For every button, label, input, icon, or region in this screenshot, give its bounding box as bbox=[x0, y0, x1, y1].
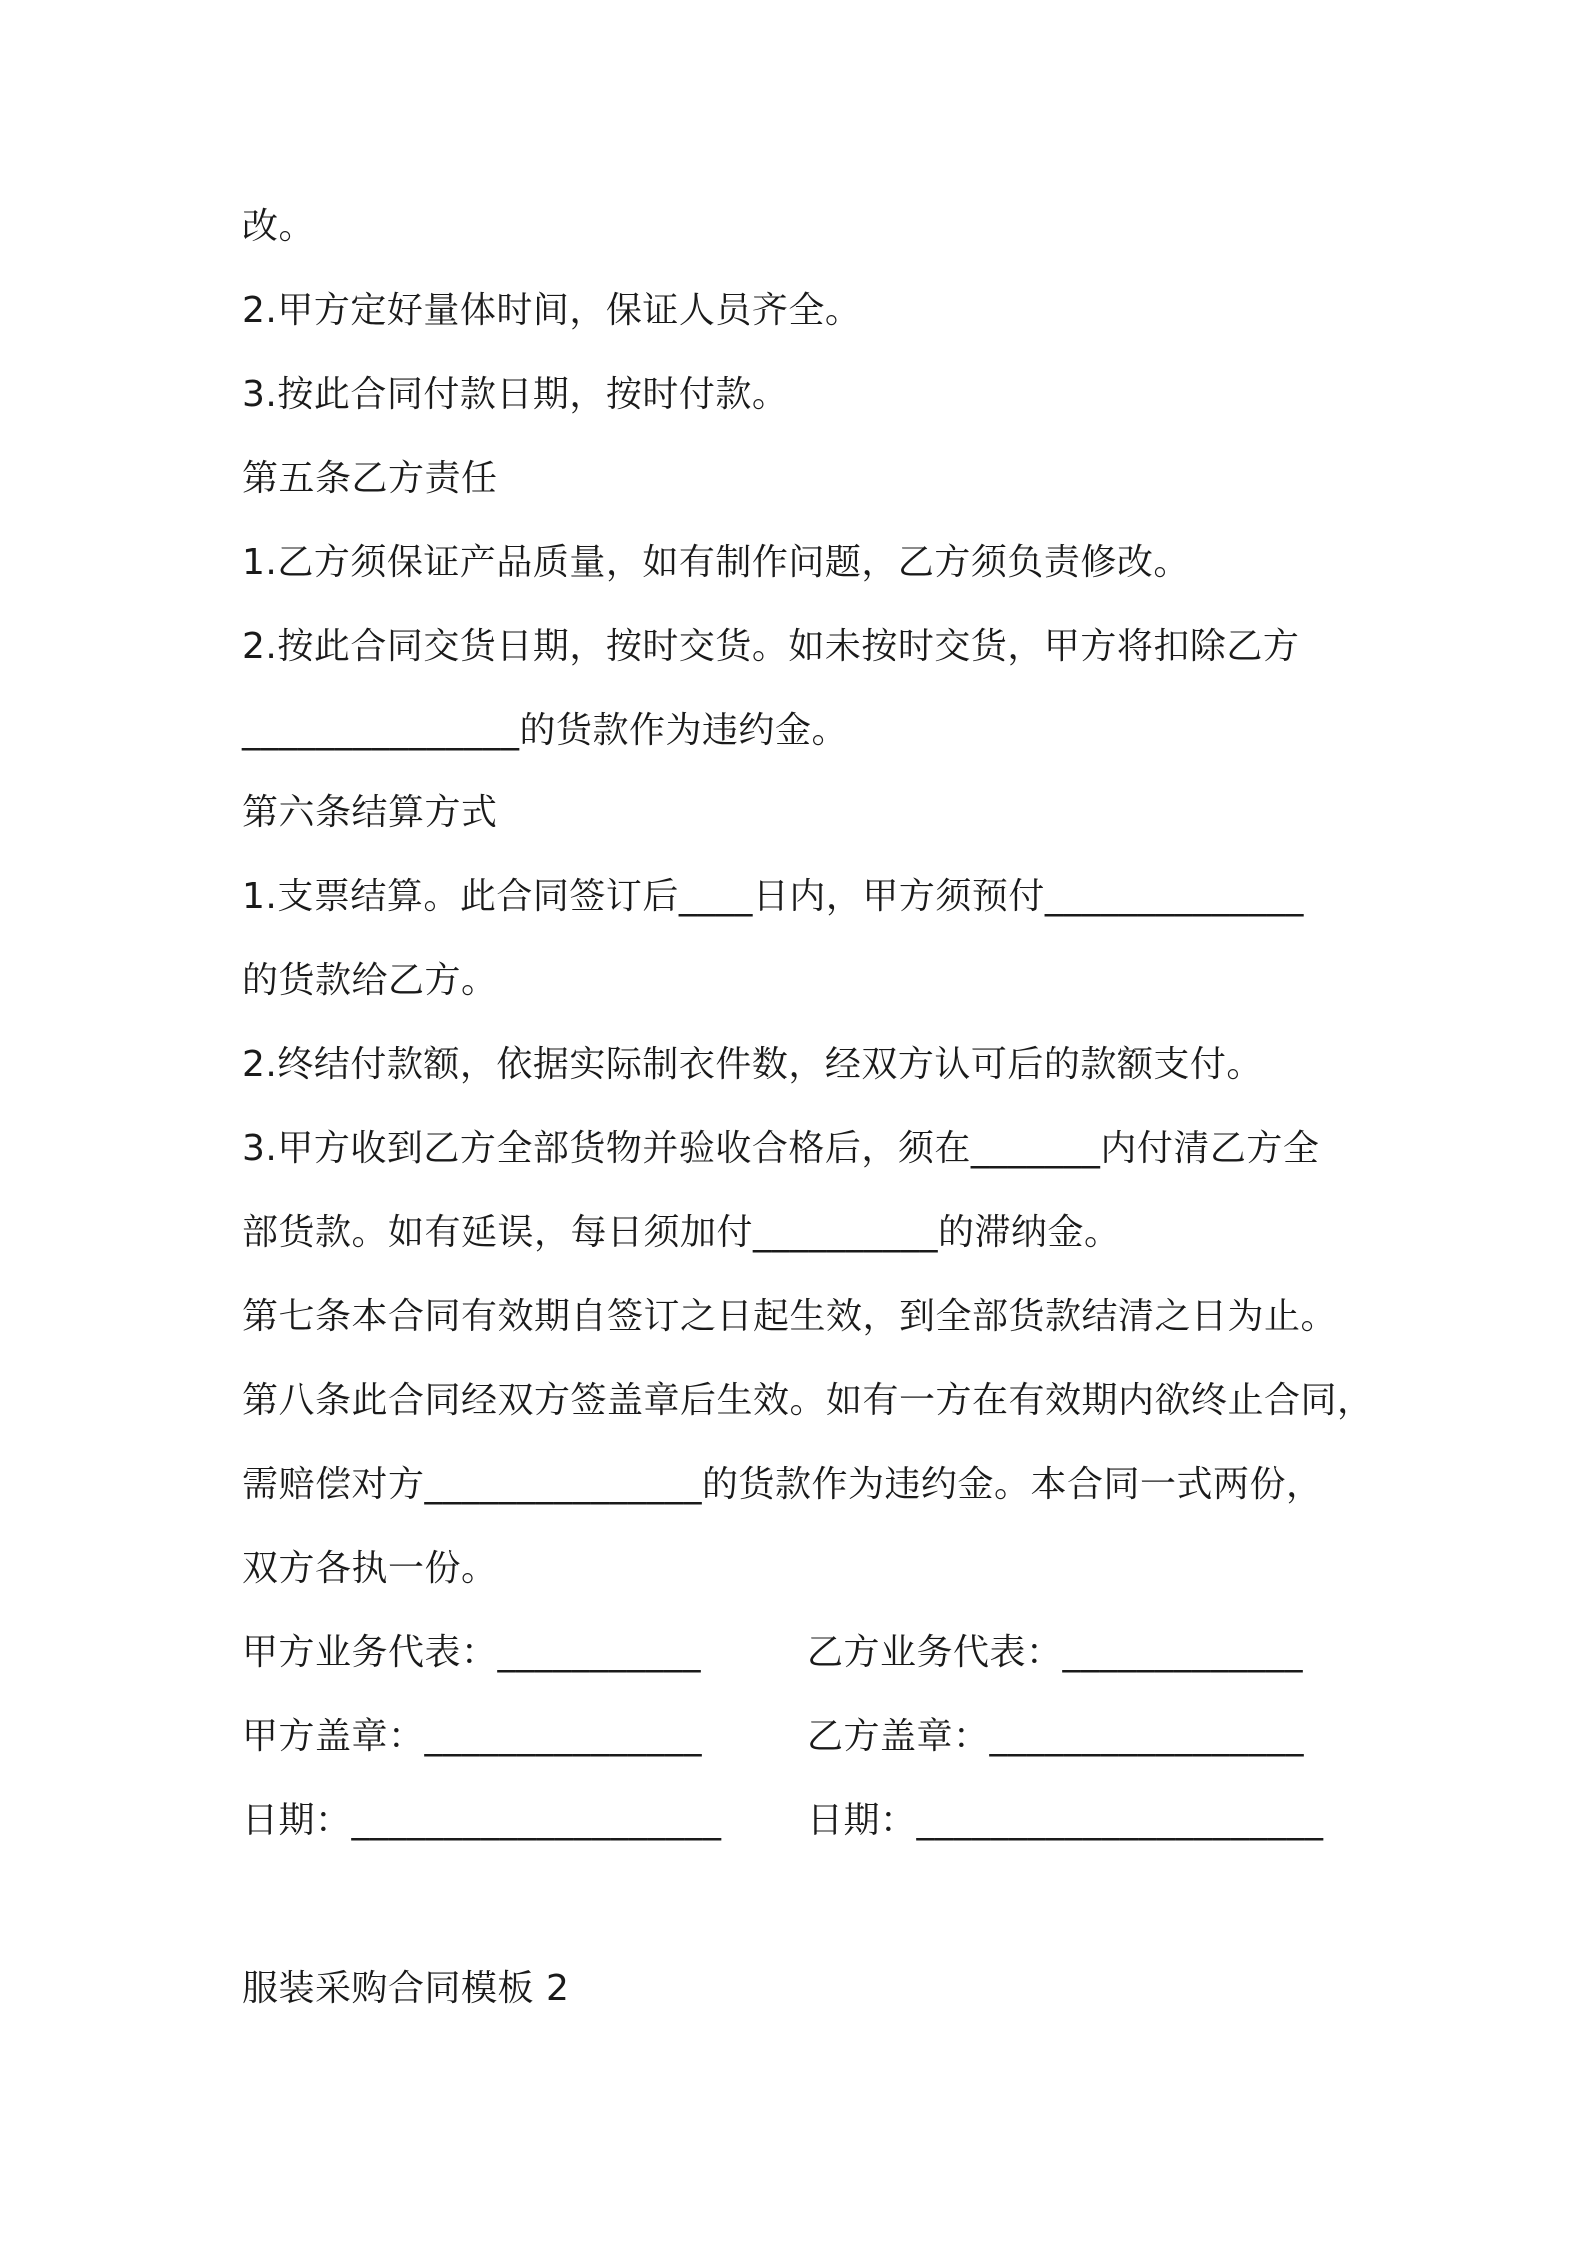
text-line: 3.按此合同付款日期，按时付款。 bbox=[242, 374, 789, 415]
party-b-representative: 乙方业务代表：_____________ bbox=[807, 1632, 1304, 1673]
text-line: 1.乙方须保证产品质量，如有制作问题，乙方须负责修改。 bbox=[242, 542, 1190, 583]
text-line: 第七条本合同有效期自签订之日起生效，到全部货款结清之日为止。 bbox=[242, 1296, 1338, 1337]
text-line: 双方各执一份。 bbox=[242, 1548, 498, 1589]
text-line: 2.终结付款额，依据实际制衣件数，经双方认可后的款额支付。 bbox=[242, 1044, 1263, 1085]
text-line: 第八条此合同经双方签盖章后生效。如有一方在有效期内欲终止合同， bbox=[242, 1380, 1374, 1421]
next-template-title: 服装采购合同模板 2 bbox=[242, 1968, 570, 2009]
text-line: 2.按此合同交货日期，按时交货。如未按时交货，甲方将扣除乙方 bbox=[242, 626, 1300, 667]
text-line: 3.甲方收到乙方全部货物并验收合格后，须在_______内付清乙方全 bbox=[242, 1128, 1320, 1169]
text-line: 改。 bbox=[242, 206, 316, 247]
text-line: 部货款。如有延误，每日须加付__________的滞纳金。 bbox=[242, 1212, 1121, 1253]
text-line: 2.甲方定好量体时间，保证人员齐全。 bbox=[242, 290, 862, 331]
party-b-seal: 乙方盖章：_________________ bbox=[807, 1716, 1305, 1757]
text-line: 需赔偿对方_______________的货款作为违约金。本合同一式两份， bbox=[242, 1464, 1323, 1505]
party-a-representative: 甲方业务代表：___________ bbox=[242, 1632, 702, 1673]
party-b-date: 日期：______________________ bbox=[807, 1800, 1324, 1841]
text-line: _______________的货款作为违约金。 bbox=[242, 710, 849, 751]
text-line: 的货款给乙方。 bbox=[242, 960, 498, 1001]
party-a-date: 日期：____________________ bbox=[242, 1800, 722, 1841]
party-a-seal: 甲方盖章：_______________ bbox=[242, 1716, 703, 1757]
section-heading: 第五条乙方责任 bbox=[242, 458, 498, 499]
section-heading: 第六条结算方式 bbox=[242, 792, 498, 833]
text-line: 1.支票结算。此合同签订后____日内，甲方须预付______________ bbox=[242, 876, 1304, 917]
